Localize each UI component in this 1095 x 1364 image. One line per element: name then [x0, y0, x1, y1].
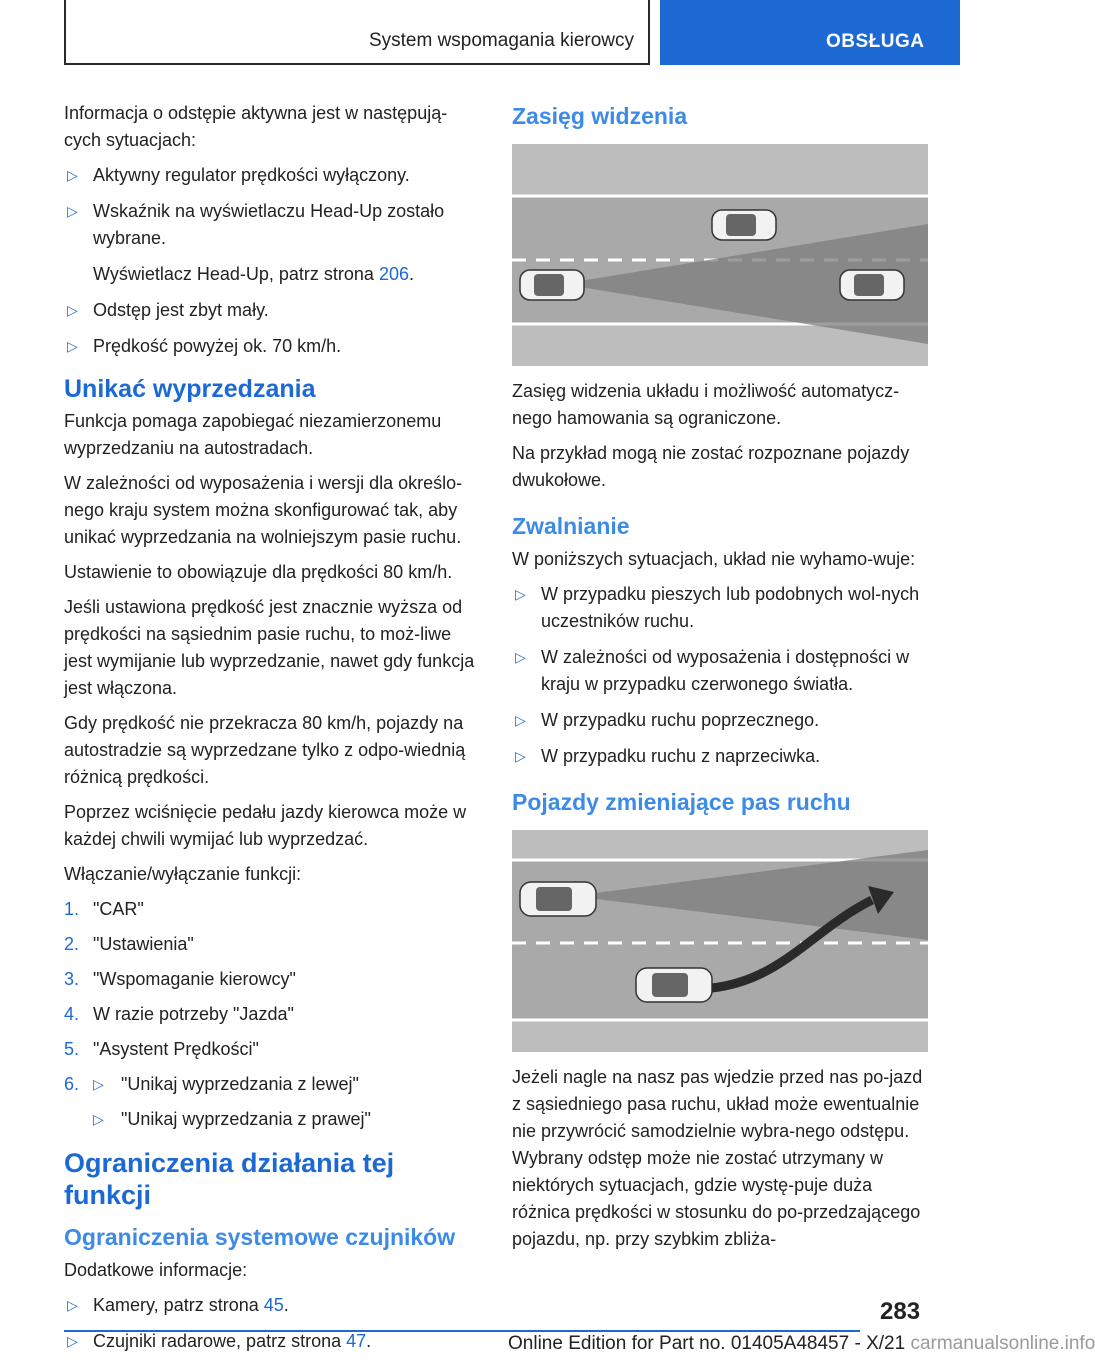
- triangle-bullet-icon: ▷: [93, 1111, 104, 1127]
- header-section-box: [64, 0, 650, 65]
- heading-detection-range: Zasięg widzenia: [512, 103, 688, 129]
- triangle-bullet-icon: ▷: [67, 203, 78, 219]
- page-link-206[interactable]: 206: [378, 264, 409, 284]
- step-item: 4. W razie potrzeby "Jazda": [64, 1004, 294, 1024]
- steps-list: [64, 896, 482, 1133]
- paragraph: Jeśli ustawiona prędkość jest znacznie wyższa od prędkości na sąsiednim pasie ruchu, to moż-liwe jest wymijanie lub wyprzedzanie, nawet gdy funkcja jest włączona.: [64, 597, 475, 698]
- step-item: 6. ▷ "Unikaj wyprzedzania z lewej": [64, 1071, 482, 1098]
- paragraph: Zasięg widzenia układu i możliwość automatycz-nego hamowania są ograniczone.: [512, 381, 900, 428]
- car-ahead-icon: [840, 270, 904, 300]
- triangle-bullet-icon: ▷: [515, 748, 526, 764]
- paragraph: Jeżeli nagle na nasz pas wjedzie przed nas po-jazd z sąsiedniego pasa ruchu, układ może ewentualnie nie przywrócić samodzielnie wybra-nego odstępu. Wybrany odstęp może nie zostać utrzymany w niektórych sytuacjach, gdzie wystę-puje duża różnica prędkości w stosunku do po-przedzającego pojazdu, np. przy szybkim zbliża-: [512, 1067, 923, 1249]
- right-column: [512, 100, 928, 1261]
- triangle-bullet-icon: ▷: [67, 338, 78, 354]
- header-section-title: System wspomagania kierowcy: [368, 30, 634, 51]
- heading-sensor-limits: Ograniczenia systemowe czujników: [64, 1224, 456, 1250]
- list-item: ▷ Kamery, patrz strona 45.: [64, 1292, 482, 1319]
- ego-car-icon: [520, 270, 584, 300]
- detection-range-illustration: [512, 144, 928, 366]
- list-item: ▷ Aktywny regulator prędkości wyłączony.: [64, 162, 482, 189]
- intro-paragraph: Informacja o odstępie aktywna jest w następują-cych sytuacjach:: [64, 103, 448, 150]
- heading-avoid-overtaking: Unikać wyprzedzania: [64, 375, 316, 403]
- heading-lane-change: Pojazdy zmieniające pas ruchu: [512, 789, 851, 815]
- paragraph: Gdy prędkość nie przekracza 80 km/h, pojazdy na autostradzie są wyprzedzane tylko z odpo-wiednią różnicą prędkości.: [64, 713, 466, 787]
- hud-reference: Wyświetlacz Head-Up, patrz strona 206.: [93, 264, 414, 284]
- list-item: ▷ Odstęp jest zbyt mały.: [64, 297, 482, 324]
- step-item: 2. "Ustawienia": [64, 934, 194, 954]
- ego-car-icon: [520, 882, 596, 916]
- paragraph: W poniższych sytuacjach, układ nie wyhamo-wuje:: [512, 549, 916, 569]
- list-item: ▷ Prędkość powyżej ok. 70 km/h.: [64, 333, 482, 360]
- footer-edition: Online Edition for Part no. 01405A48457 - X/21 carmanualsonline.info: [508, 1333, 1095, 1354]
- header-tab: [660, 0, 960, 65]
- merging-car-icon: [636, 968, 712, 1002]
- triangle-bullet-icon: ▷: [515, 586, 526, 602]
- paragraph: Dodatkowe informacje:: [64, 1260, 248, 1280]
- list-item: ▷ Wskaźnik na wyświetlaczu Head-Up zostało wybrane.: [64, 198, 482, 252]
- car-top-icon: [712, 210, 776, 240]
- paragraph: Włączanie/wyłączanie funkcji:: [64, 864, 302, 884]
- triangle-bullet-icon: ▷: [515, 712, 526, 728]
- page-link-45[interactable]: 45: [263, 1295, 284, 1315]
- step-item-sub: ▷ "Unikaj wyprzedzania z prawej": [64, 1106, 482, 1133]
- paragraph: Funkcja pomaga zapobiegać niezamierzonemu wyprzedzaniu na autostradach.: [64, 411, 442, 458]
- list-item: ▷ Czujniki radarowe, patrz strona 47.: [64, 1328, 482, 1355]
- list-item: ▷ W przypadku ruchu poprzecznego.: [512, 707, 928, 734]
- step-item: 1. "CAR": [64, 899, 144, 919]
- page-number: 283: [880, 1298, 921, 1325]
- paragraph: Na przykład mogą nie zostać rozpoznane pojazdy dwukołowe.: [512, 443, 910, 490]
- list-item: ▷ W przypadku pieszych lub podobnych wol-nych uczestników ruchu.: [512, 581, 928, 635]
- paragraph: Poprzez wciśnięcie pedału jazdy kierowca może w każdej chwili wymijać lub wyprzedzać.: [64, 802, 467, 849]
- triangle-bullet-icon: ▷: [67, 302, 78, 318]
- page-link-47[interactable]: 47: [346, 1331, 367, 1351]
- paragraph: W zależności od wyposażenia i wersji dla określo-nego kraju system można skonfigurować tak, aby unikać wyprzedzania na wolniejszym pasie ruchu.: [64, 473, 463, 547]
- header-tab-label: OBSŁUGA: [826, 31, 925, 52]
- footer-rule: [64, 1330, 860, 1332]
- triangle-bullet-icon: ▷: [67, 167, 78, 183]
- footer-watermark: carmanualsonline.info: [910, 1333, 1095, 1354]
- step-item: 3. "Wspomaganie kierowcy": [64, 969, 296, 989]
- paragraph: Ustawienie to obowiązuje dla prędkości 80 km/h.: [64, 562, 453, 582]
- heading-function-limits: Ograniczenia działania tej funkcji: [64, 1148, 395, 1210]
- triangle-bullet-icon: ▷: [93, 1076, 104, 1092]
- left-column: [64, 100, 482, 1364]
- step-item: 5. "Asystent Prędkości": [64, 1039, 259, 1059]
- triangle-bullet-icon: ▷: [67, 1333, 78, 1349]
- list-item: ▷ W przypadku ruchu z naprzeciwka.: [512, 743, 928, 770]
- heading-braking: Zwalnianie: [512, 513, 630, 539]
- triangle-bullet-icon: ▷: [67, 1297, 78, 1313]
- lane-change-illustration: [512, 830, 928, 1052]
- list-item: ▷ W zależności od wyposażenia i dostępności w kraju w przypadku czerwonego światła.: [512, 644, 928, 698]
- triangle-bullet-icon: ▷: [515, 649, 526, 665]
